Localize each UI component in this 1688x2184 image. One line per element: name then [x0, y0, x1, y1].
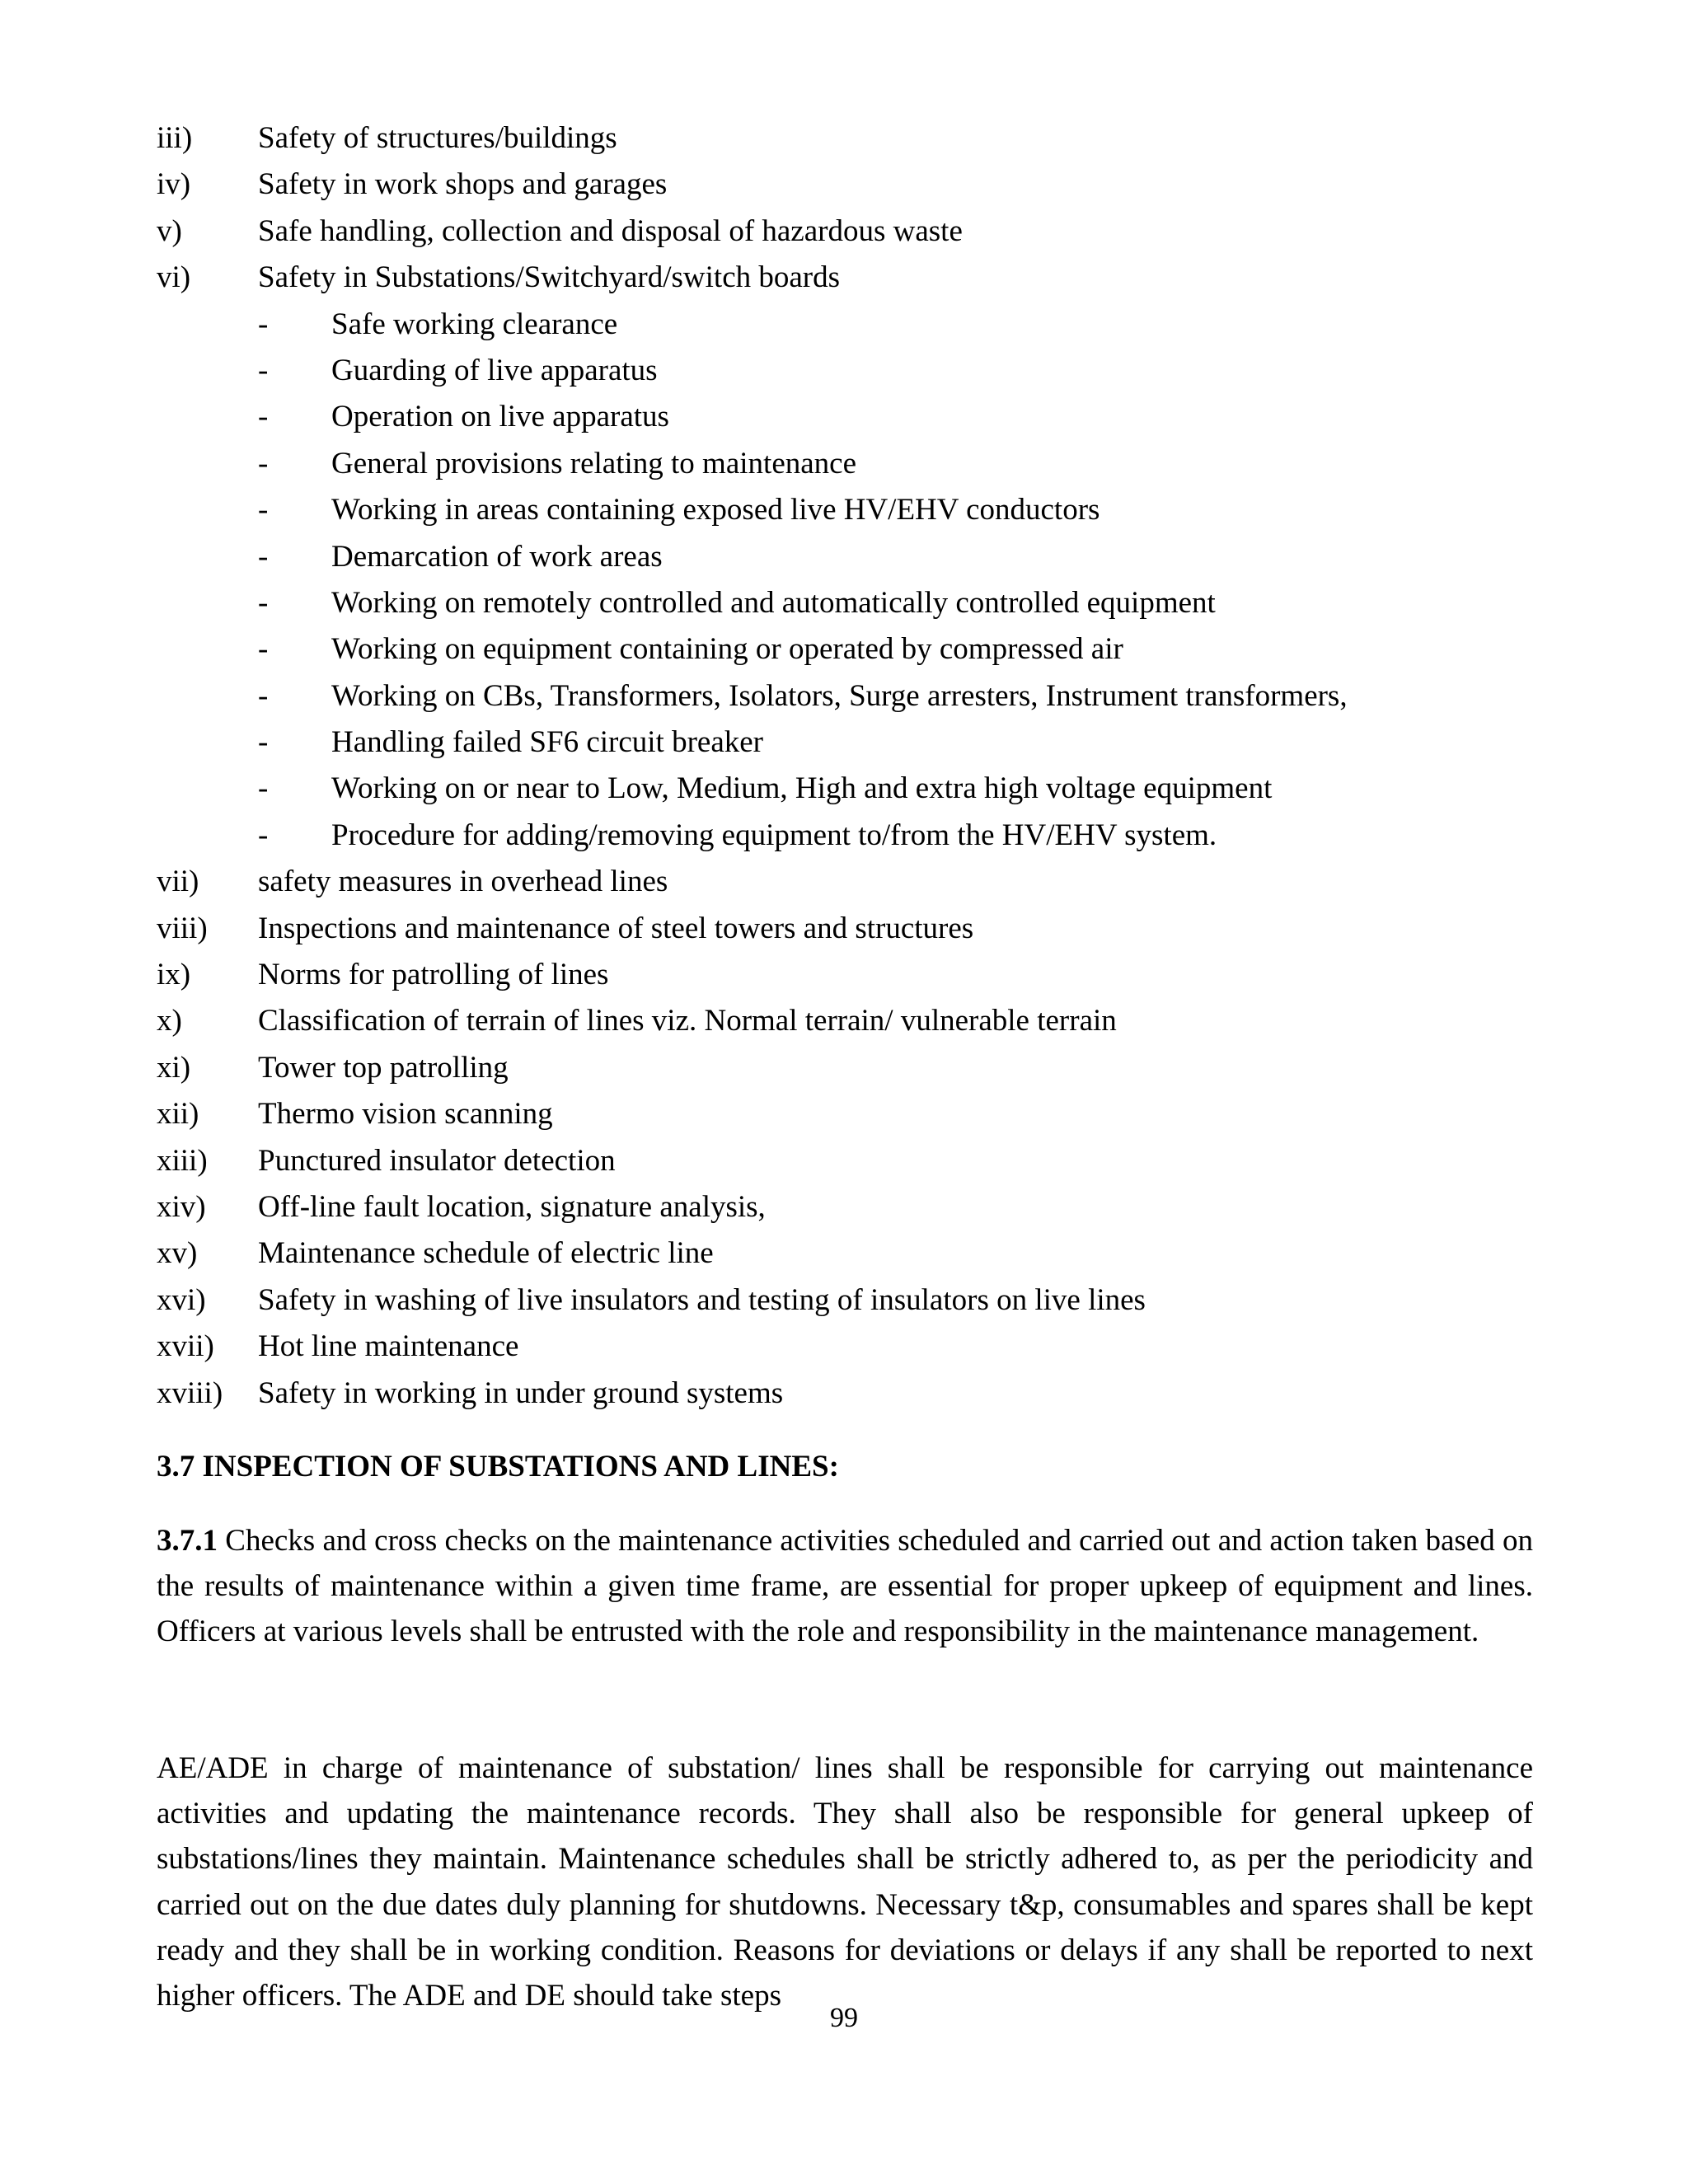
dash-bullet: - [258, 818, 269, 852]
item-text: safety measures in overhead lines [258, 865, 668, 899]
dash-bullet: - [258, 632, 269, 667]
item-number: ix) [157, 958, 191, 992]
sub-item-text: Procedure for adding/removing equipment to/from the HV/EHV system. [331, 818, 1217, 852]
list-item [157, 1230, 1541, 1277]
sub-list-item [157, 766, 1541, 812]
list-item [157, 1324, 1541, 1370]
sub-item-text: Demarcation of work areas [331, 539, 663, 574]
dash-bullet: - [258, 678, 269, 713]
item-number: vi) [157, 260, 191, 295]
item-number: viii) [157, 911, 208, 945]
item-text: Safety in working in under ground systems [258, 1376, 784, 1410]
item-text: Safety in work shops and garages [258, 167, 668, 202]
list-item [157, 859, 1541, 905]
sub-item-text: Handling failed SF6 circuit breaker [331, 725, 763, 760]
list-item [157, 255, 1541, 301]
item-number: xviii) [157, 1376, 223, 1410]
item-text: Inspections and maintenance of steel towers and structures [258, 911, 974, 945]
list-item [157, 1277, 1541, 1324]
dash-bullet: - [258, 493, 269, 527]
item-text: Norms for patrolling of lines [258, 958, 609, 992]
page-number: 99 [830, 2003, 858, 2033]
paragraph-3-7-1 [157, 1518, 1533, 1655]
dash-bullet: - [258, 585, 269, 620]
sub-list-item [157, 534, 1541, 580]
list-item [157, 1045, 1541, 1091]
paragraph-text: Checks and cross checks on the maintenance activities scheduled and carried out and action taken based on the results of maintenance within a given time frame, are essential for proper upkeep of equipment and lines. Officers at various levels shall be entrusted with the role and responsibility in the maintenance management. [157, 1524, 1533, 1649]
sub-list-item [157, 719, 1541, 766]
dash-bullet: - [258, 353, 269, 387]
list-item [157, 209, 1541, 255]
sub-list-item [157, 580, 1541, 626]
item-number: xvi) [157, 1282, 206, 1317]
dash-bullet: - [258, 771, 269, 806]
paragraph-ae-ade-responsibilities: AE/ADE in charge of maintenance of substation/ lines shall be responsible for carrying out maintenance activities and updating the maintenance records. They shall also be responsible for general upkeep of substations/lines they maintain. Maintenance schedules shall be strictly adhered to, as per the periodicity and carried out on the due dates duly planning for shutdowns. Necessary t&p, consumables and spares shall be kept ready and they shall be in working condition. Reasons for deviations or delays if any shall be reported to next higher officers. The ADE and DE should take steps [157, 1751, 1533, 2013]
sub-list-item [157, 673, 1541, 719]
item-number: xiii) [157, 1143, 208, 1178]
dash-bullet: - [258, 446, 269, 480]
dash-bullet: - [258, 400, 269, 434]
item-number: v) [157, 213, 182, 248]
sub-item-text: Working in areas containing exposed live HV/EHV conductors [331, 493, 1100, 527]
list-item [157, 998, 1541, 1044]
item-text: Maintenance schedule of electric line [258, 1236, 714, 1271]
sub-list-item [157, 348, 1541, 394]
list-item [157, 115, 1541, 162]
item-text: Safety in washing of live insulators and testing of insulators on live lines [258, 1282, 1146, 1317]
item-number: vii) [157, 865, 199, 899]
sub-list-item [157, 394, 1541, 440]
item-text: Safety in Substations/Switchyard/switch boards [258, 260, 841, 295]
clause-number: 3.7.1 [157, 1524, 218, 1558]
item-number: xi) [157, 1050, 191, 1085]
sub-item-text: Working on equipment containing or operated by compressed air [331, 632, 1123, 667]
item-number: xii) [157, 1097, 199, 1132]
item-text: Tower top patrolling [258, 1050, 509, 1085]
item-text: Off-line fault location, signature analysis, [258, 1189, 766, 1224]
dash-bullet: - [258, 725, 269, 760]
item-number: xv) [157, 1236, 198, 1271]
sub-item-text: Safe working clearance [331, 307, 618, 341]
sub-item-text: Working on CBs, Transformers, Isolators, Surge arresters, Instrument transformers, [331, 678, 1348, 713]
item-number: iv) [157, 167, 191, 202]
item-number: xiv) [157, 1189, 206, 1224]
item-text: Thermo vision scanning [258, 1097, 553, 1132]
list-item [157, 1371, 1541, 1417]
list-item [157, 1138, 1541, 1184]
list-item [157, 1184, 1541, 1230]
item-number: iii) [157, 121, 193, 155]
dash-bullet: - [258, 539, 269, 574]
safety-topics-list [157, 115, 1541, 1417]
sub-item-text: Working on or near to Low, Medium, High and extra high voltage equipment [331, 771, 1273, 806]
sub-list-item [157, 302, 1541, 348]
item-text: Hot line maintenance [258, 1329, 519, 1364]
sub-list-item [157, 626, 1541, 673]
sub-item-text: Working on remotely controlled and automatically controlled equipment [331, 585, 1216, 620]
item-text: Punctured insulator detection [258, 1143, 616, 1178]
item-text: Safety of structures/buildings [258, 121, 617, 155]
item-number: xvii) [157, 1329, 214, 1364]
item-number: x) [157, 1004, 182, 1038]
list-item [157, 906, 1541, 952]
item-text: Classification of terrain of lines viz. Normal terrain/ vulnerable terrain [258, 1004, 1117, 1038]
section-heading: 3.7 INSPECTION OF SUBSTATIONS AND LINES: [157, 1450, 839, 1483]
item-text: Safe handling, collection and disposal of hazardous waste [258, 213, 963, 248]
sub-item-text: General provisions relating to maintenance [331, 446, 857, 480]
list-item [157, 162, 1541, 208]
list-item [157, 1091, 1541, 1137]
dash-bullet: - [258, 307, 269, 341]
sub-list-item [157, 813, 1541, 859]
sub-item-text: Guarding of live apparatus [331, 353, 658, 387]
sub-list-item [157, 487, 1541, 533]
sub-item-text: Operation on live apparatus [331, 400, 669, 434]
list-item [157, 952, 1541, 998]
sub-list-item [157, 441, 1541, 487]
